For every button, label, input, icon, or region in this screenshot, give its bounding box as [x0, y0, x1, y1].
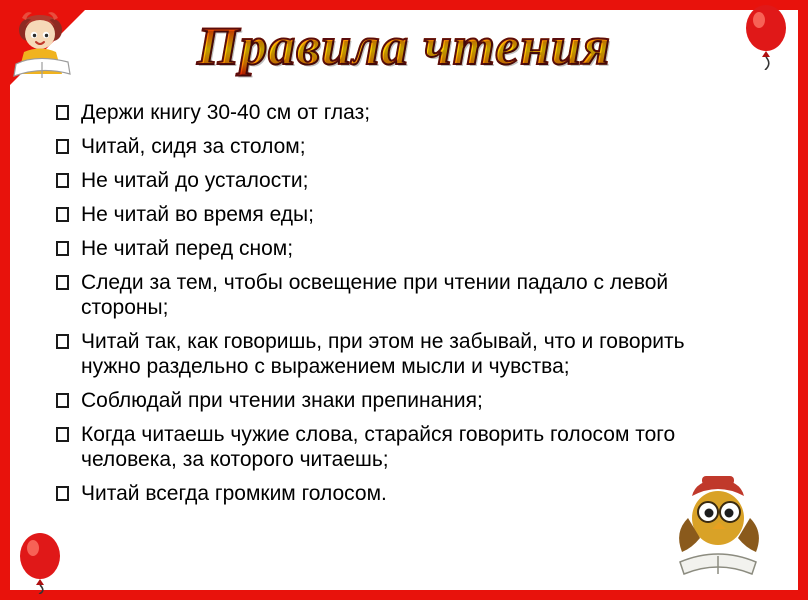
checkbox-bullet-icon [56, 241, 69, 256]
border-top [0, 0, 808, 10]
checkbox-bullet-icon [56, 139, 69, 154]
list-item [56, 270, 746, 320]
checkbox-bullet-icon [56, 275, 69, 290]
checkbox-bullet-icon [56, 393, 69, 408]
list-item [56, 422, 746, 472]
list-item [56, 329, 746, 379]
checkbox-bullet-icon [56, 427, 69, 442]
list-item-text: Соблюдай при чтении знаки препинания; [81, 389, 483, 412]
list-item [56, 134, 746, 159]
owl-with-book-icon [640, 466, 790, 586]
checkbox-bullet-icon [56, 105, 69, 120]
balloon-icon-bottom-left [14, 528, 66, 594]
border-right [798, 0, 808, 600]
slide-title [0, 14, 808, 78]
list-item [56, 202, 746, 227]
list-item-text: Следи за тем, чтобы освещение при чтении падало с левой стороны; [81, 271, 669, 319]
list-item-text: Не читай перед сном; [81, 237, 294, 260]
list-item-text: Держи книгу 30-40 см от глаз; [81, 101, 371, 124]
checkbox-bullet-icon [56, 486, 69, 501]
list-item [56, 168, 746, 193]
slide-title-text: Правила чтения [197, 16, 611, 76]
list-item-text: Читай так, как говоришь, при этом не забывай, что и говорить нужно раздельно с выражением мысли и чувства; [81, 330, 685, 378]
girl-reading-icon [6, 6, 84, 88]
rules-list [56, 100, 746, 515]
list-item-text: Не читай до усталости; [81, 169, 309, 192]
list-item [56, 236, 746, 261]
list-item-text: Когда читаешь чужие слова, старайся говорить голосом того человека, за которого читаешь; [81, 423, 676, 471]
checkbox-bullet-icon [56, 173, 69, 188]
list-item [56, 100, 746, 125]
checkbox-bullet-icon [56, 334, 69, 349]
list-item-text: Читай, сидя за столом; [81, 135, 306, 158]
list-item-text: Читай всегда громким голосом. [81, 482, 387, 505]
checkbox-bullet-icon [56, 207, 69, 222]
list-item [56, 388, 746, 413]
list-item-text: Не читай во время еды; [81, 203, 314, 226]
border-bottom [0, 590, 808, 600]
